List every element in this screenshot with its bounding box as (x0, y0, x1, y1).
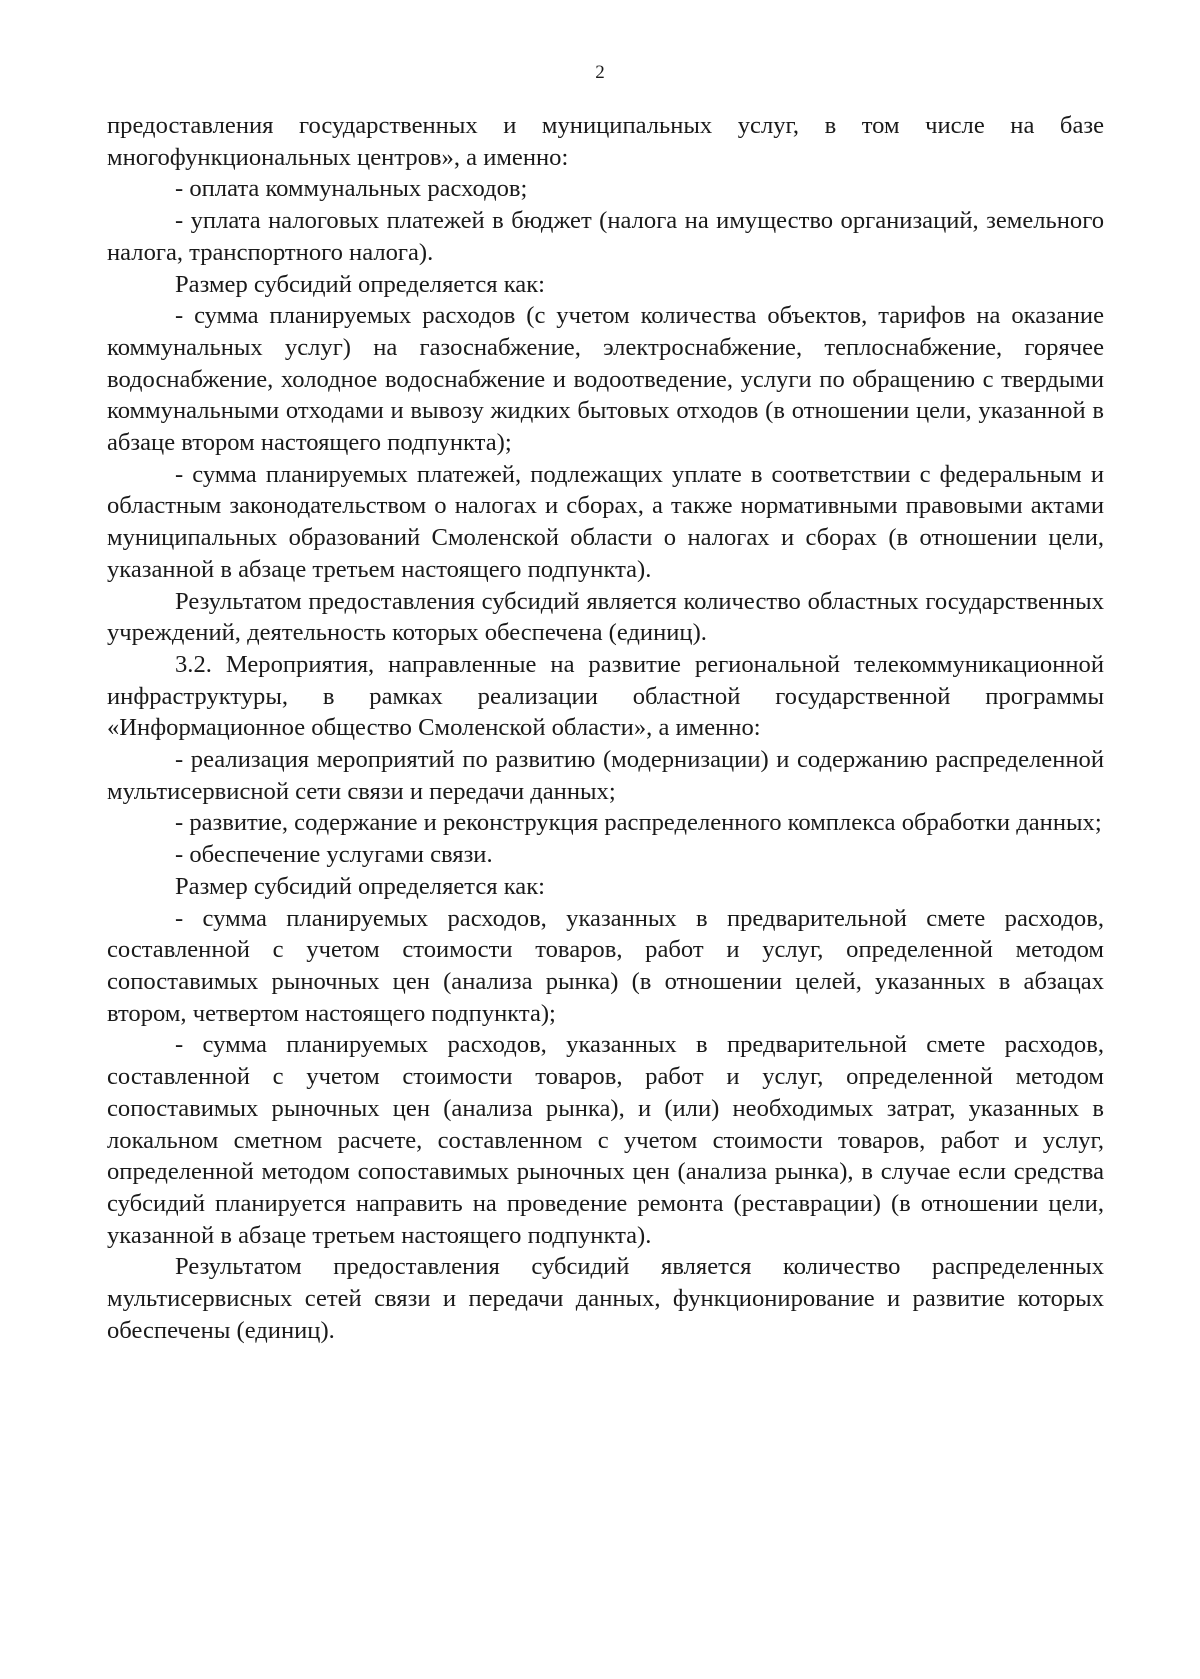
paragraph: - сумма планируемых платежей, подлежащих уплате в соответствии с федеральным и областным законодательством о налогах и сборах, а также нормативными правовыми актами муниципальных образований Смоленской области о налогах и сборах (в отношении цели, указанной в абзаце третьем настоящего подпункта). (107, 460, 1104, 583)
paragraph: - реализация мероприятий по развитию (модернизации) и содержанию распределенной мультисервисной сети связи и передачи данных; (107, 746, 1104, 805)
document-body (107, 110, 1104, 1346)
paragraph: - сумма планируемых расходов, указанных в предварительной смете расходов, составленной с учетом стоимости товаров, работ и услуг, определенной методом сопоставимых рыночных цен (анализа рынка) (в отношении целей, указанных в абзацах втором, четвертом настоящего подпункта); (107, 904, 1104, 1027)
paragraph: - развитие, содержание и реконструкция распределенного комплекса обработки данных; (175, 809, 1102, 837)
paragraph: - обеспечение услугами связи. (175, 841, 493, 869)
paragraph: 3.2. Мероприятия, направленные на развитие региональной телекоммуникационной инфраструктуры, в рамках реализации областной государственной программы «Информационное общество Смоленской области», а именно: (107, 650, 1104, 742)
paragraph: Размер субсидий определяется как: (175, 872, 545, 900)
paragraph: Размер субсидий определяется как: (175, 270, 545, 298)
paragraph: - уплата налоговых платежей в бюджет (налога на имущество организаций, земельного налога, транспортного налога). (107, 207, 1104, 266)
paragraph: предоставления государственных и муниципальных услуг, в том числе на базе многофункциональных центров», а именно: (107, 112, 1104, 171)
paragraph: Результатом предоставления субсидий является количество распределенных мультисервисных сетей связи и передачи данных, функционирование и развитие которых обеспечены (единиц). (107, 1253, 1104, 1344)
paragraph: - оплата коммунальных расходов; (175, 175, 528, 203)
page-number: 2 (595, 62, 605, 83)
paragraph: - сумма планируемых расходов (с учетом количества объектов, тарифов на оказание коммунальных услуг) на газоснабжение, электроснабжение, теплоснабжение, горячее водоснабжение, холодное водоснабжение и водоотведение, услуги по обращению с твердыми коммунальными отходами и вывозу жидких бытовых отходов (в отношении цели, указанной в абзаце втором настоящего подпункта); (107, 302, 1104, 457)
paragraph: Результатом предоставления субсидий является количество областных государственных учреждений, деятельность которых обеспечена (единиц). (107, 587, 1104, 647)
paragraph: - сумма планируемых расходов, указанных в предварительной смете расходов, составленной с учетом стоимости товаров, работ и услуг, определенной методом сопоставимых рыночных цен (анализа рынка), и (или) необходимых затрат, указанных в локальном сметном расчете, составленном с учетом стоимости товаров, работ и услуг, определенной методом сопоставимых рыночных цен (анализа рынка), в случае если средства субсидий планируется направить на проведение ремонта (реставрации) (в отношении цели, указанной в абзаце третьем настоящего подпункта). (107, 1031, 1104, 1249)
